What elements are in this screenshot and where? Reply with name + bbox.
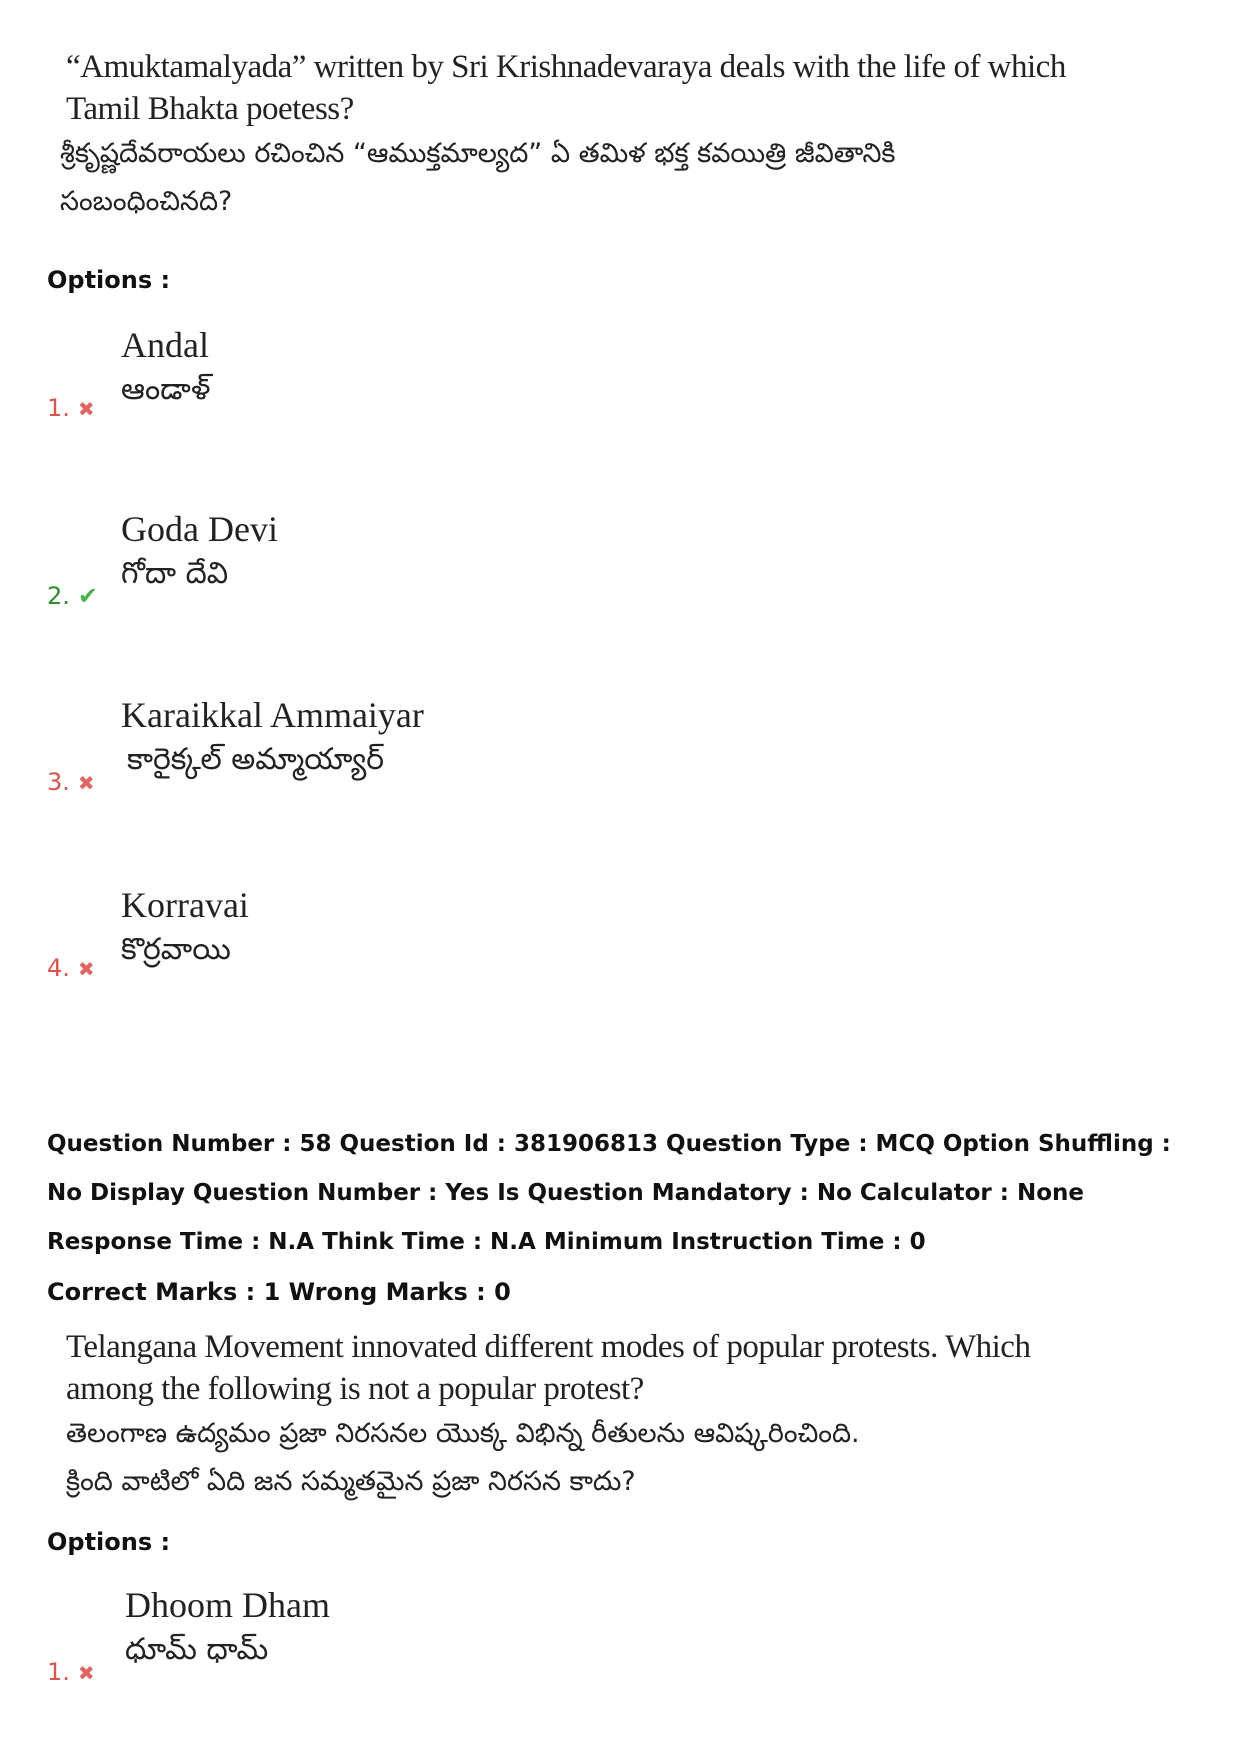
question-57-text [60,46,1066,226]
question-58-text [66,1326,1030,1506]
q57-option-3-body [121,692,424,782]
q58-option-1-number [47,1658,95,1686]
q57-option-3-number-text: 3. [47,768,70,796]
options-label-57: Options : [47,266,171,294]
checkmark-icon: ✔ [77,582,99,610]
q57-option-3-en: Karaikkal Ammaiyar [121,695,424,735]
question-57-line-2: Tamil Bhakta poetess? [66,91,354,127]
q58-option-1-body [125,1582,330,1672]
q57-option-1-en: Andal [121,325,209,365]
question-58-line-1: Telangana Movement innovated different modes of popular protests. Which [66,1329,1031,1365]
question-58-line-3: తెలంగాణ ఉద్యమం ప్రజా నిరసనల యొక్క విభిన్న రీతులను ఆవిష్కరించింది. [66,1418,860,1449]
q57-option-3-te: కారైక్కల్ అమ్మాయ్యార్ [127,742,385,777]
q58-option-1-te: ధూమ్ ధామ్ [125,1632,269,1667]
q57-option-2-body [121,506,278,596]
q57-option-2-number [47,582,98,610]
q57-option-4-body [121,882,249,972]
q57-option-4-te: కొర్రవాయి [121,932,231,967]
q57-option-1-body [121,322,210,412]
cross-icon: ✖ [77,397,95,421]
q57-option-4-en: Korravai [121,885,249,925]
cross-icon: ✖ [77,771,95,795]
q57-option-4-number-text: 4. [47,954,70,982]
question-58-meta: Question Number : 58 Question Id : 381906813 Question Type : MCQ Option Shuffling : No Display Question Number : Yes Is Question Mandatory : No Calculator : None Response Time : N.A Think Time : N.A Minimum Instruction Time : 0 [47,1131,1171,1255]
q57-option-3-number [47,768,95,796]
question-57-line-3: శ్రీకృష్ణదేవరాయలు రచించిన “ఆముక్తమాల్యద” ఏ తమిళ భక్త కవయిత్రి జీవితానికి [60,138,896,169]
q57-option-1-number [47,394,95,422]
q57-option-2-en: Goda Devi [121,509,278,549]
question-58-line-4: క్రింది వాటిలో ఏది జన సమ్మతమైన ప్రజా నిరసన కాదు? [66,1466,636,1497]
q58-option-1-number-text: 1. [47,1658,70,1686]
options-label-58: Options : [47,1528,171,1556]
q57-option-2-number-text: 2. [47,582,70,610]
q57-option-1-number-text: 1. [47,394,70,422]
q57-option-2-te: గోదా దేవి [121,556,229,591]
q57-option-4-number [47,954,95,982]
cross-icon: ✖ [77,1661,95,1685]
question-58-marks: Correct Marks : 1 Wrong Marks : 0 [47,1278,511,1306]
question-57-line-4: సంబంధించినది? [60,186,233,217]
question-58-line-2: among the following is not a popular protest? [66,1371,644,1407]
cross-icon: ✖ [77,957,95,981]
question-57-line-1: “Amuktamalyada” written by Sri Krishnadevaraya deals with the life of which [66,49,1066,85]
q58-option-1-en: Dhoom Dham [125,1585,330,1625]
q57-option-1-te: ఆండాళ్ [121,372,211,407]
